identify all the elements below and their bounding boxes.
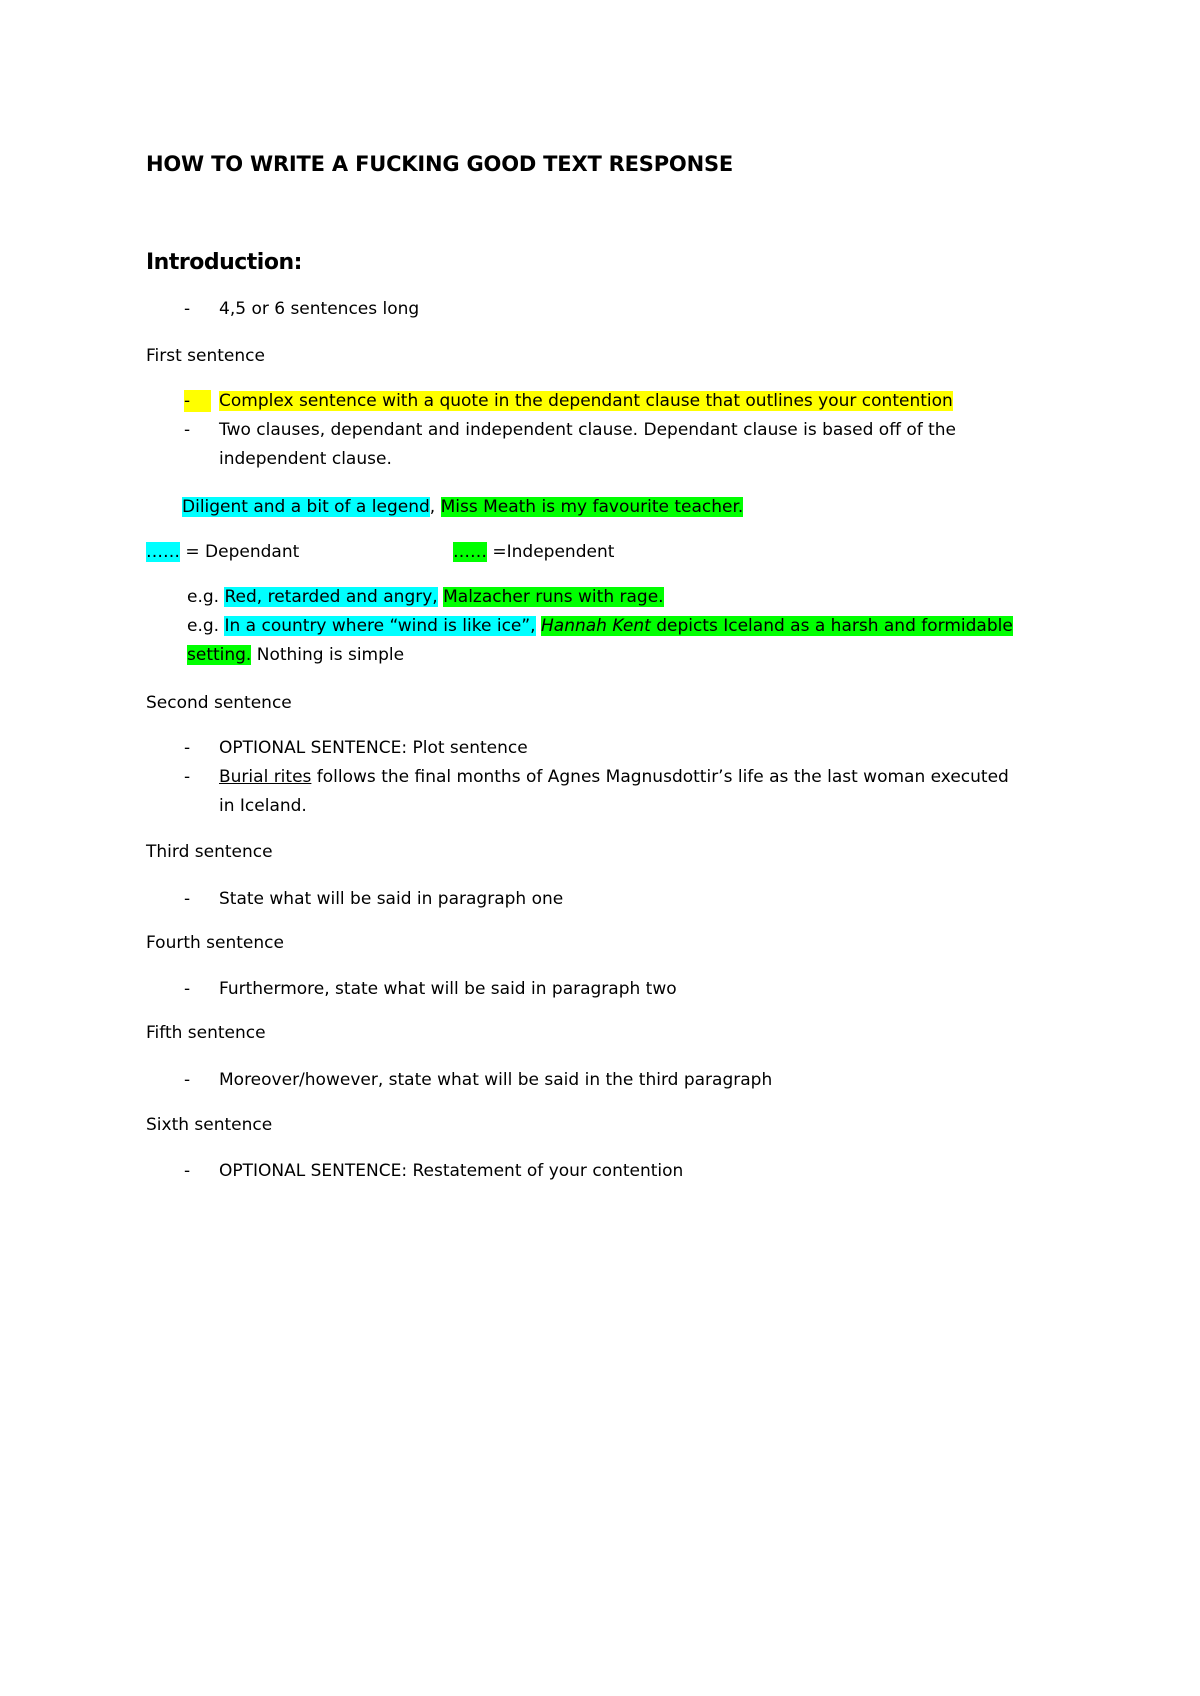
example-comma: , xyxy=(429,497,436,517)
bullet-dash: - xyxy=(184,420,191,440)
sixth-sentence-bullet: OPTIONAL SENTENCE: Restatement of your contention xyxy=(219,1161,684,1181)
legend-independent-label: =Independent xyxy=(487,542,615,562)
eg-prefix: e.g. xyxy=(187,587,225,607)
example-1 xyxy=(187,586,664,608)
first-sentence-label: First sentence xyxy=(146,346,265,366)
example-2-line-2 xyxy=(187,644,404,666)
section-heading: Introduction: xyxy=(146,250,302,275)
legend-independent xyxy=(453,541,614,563)
second-sentence-bullet-2 xyxy=(219,766,1009,788)
second-sentence-bullet-2-line-2: in Iceland. xyxy=(219,796,307,816)
bullet-dash: - xyxy=(184,1161,191,1181)
independent-clause: Malzacher runs with rage. xyxy=(443,587,664,607)
dependant-clause: Red, retarded and angry, xyxy=(224,587,438,607)
independent-clause-rest: depicts Iceland as a harsh and formidable xyxy=(650,616,1013,636)
author-name: Hannah Kent xyxy=(541,616,651,636)
second-sentence-bullet-2-rest: follows the final months of Agnes Magnusdottir’s life as the last woman executed xyxy=(311,767,1009,787)
book-title: Burial rites xyxy=(219,767,312,787)
highlight-yellow: Complex sentence with a quote in the dependant clause that outlines your contention xyxy=(219,391,953,411)
legend-dependant xyxy=(146,541,299,563)
independent-clause xyxy=(541,616,1013,636)
third-sentence-label: Third sentence xyxy=(146,842,273,862)
first-sentence-bullet-1 xyxy=(219,390,953,412)
bullet-dash: - xyxy=(184,390,211,412)
second-sentence-bullet-1: OPTIONAL SENTENCE: Plot sentence xyxy=(219,738,528,758)
example-sentence xyxy=(182,496,743,518)
fifth-sentence-bullet: Moreover/however, state what will be said in the third paragraph xyxy=(219,1070,773,1090)
independent-clause: Miss Meath is my favourite teacher. xyxy=(440,497,744,517)
fifth-sentence-label: Fifth sentence xyxy=(146,1023,266,1043)
fourth-sentence-label: Fourth sentence xyxy=(146,933,284,953)
bullet-dash: - xyxy=(184,979,191,999)
second-sentence-label: Second sentence xyxy=(146,693,292,713)
independent-clause-end: setting. xyxy=(187,645,252,665)
dependant-clause: Diligent and a bit of a legend xyxy=(182,497,430,517)
dependant-clause: In a country where “wind is like ice”, xyxy=(224,616,536,636)
bullet-dash: - xyxy=(184,738,191,758)
dependant-swatch: …… xyxy=(146,542,180,562)
bullet-dash: - xyxy=(184,299,191,319)
intro-bullet: 4,5 or 6 sentences long xyxy=(219,299,420,319)
first-sentence-bullet-2-line-2: independent clause. xyxy=(219,449,392,469)
third-sentence-bullet: State what will be said in paragraph one xyxy=(219,889,564,909)
legend-dependant-label: = Dependant xyxy=(180,542,300,562)
bullet-dash: - xyxy=(184,767,191,787)
first-sentence-bullet-2-line-1: Two clauses, dependant and independent clause. Dependant clause is based off of the xyxy=(219,420,957,440)
example-2-note: Nothing is simple xyxy=(251,645,405,665)
independent-swatch: …… xyxy=(453,542,487,562)
bullet-dash: - xyxy=(184,889,191,909)
fourth-sentence-bullet: Furthermore, state what will be said in paragraph two xyxy=(219,979,677,999)
example-2-line-1 xyxy=(187,615,1013,637)
document-title: HOW TO WRITE A FUCKING GOOD TEXT RESPONSE xyxy=(146,152,734,176)
sixth-sentence-label: Sixth sentence xyxy=(146,1115,273,1135)
eg-prefix: e.g. xyxy=(187,616,225,636)
bullet-dash: - xyxy=(184,1070,191,1090)
